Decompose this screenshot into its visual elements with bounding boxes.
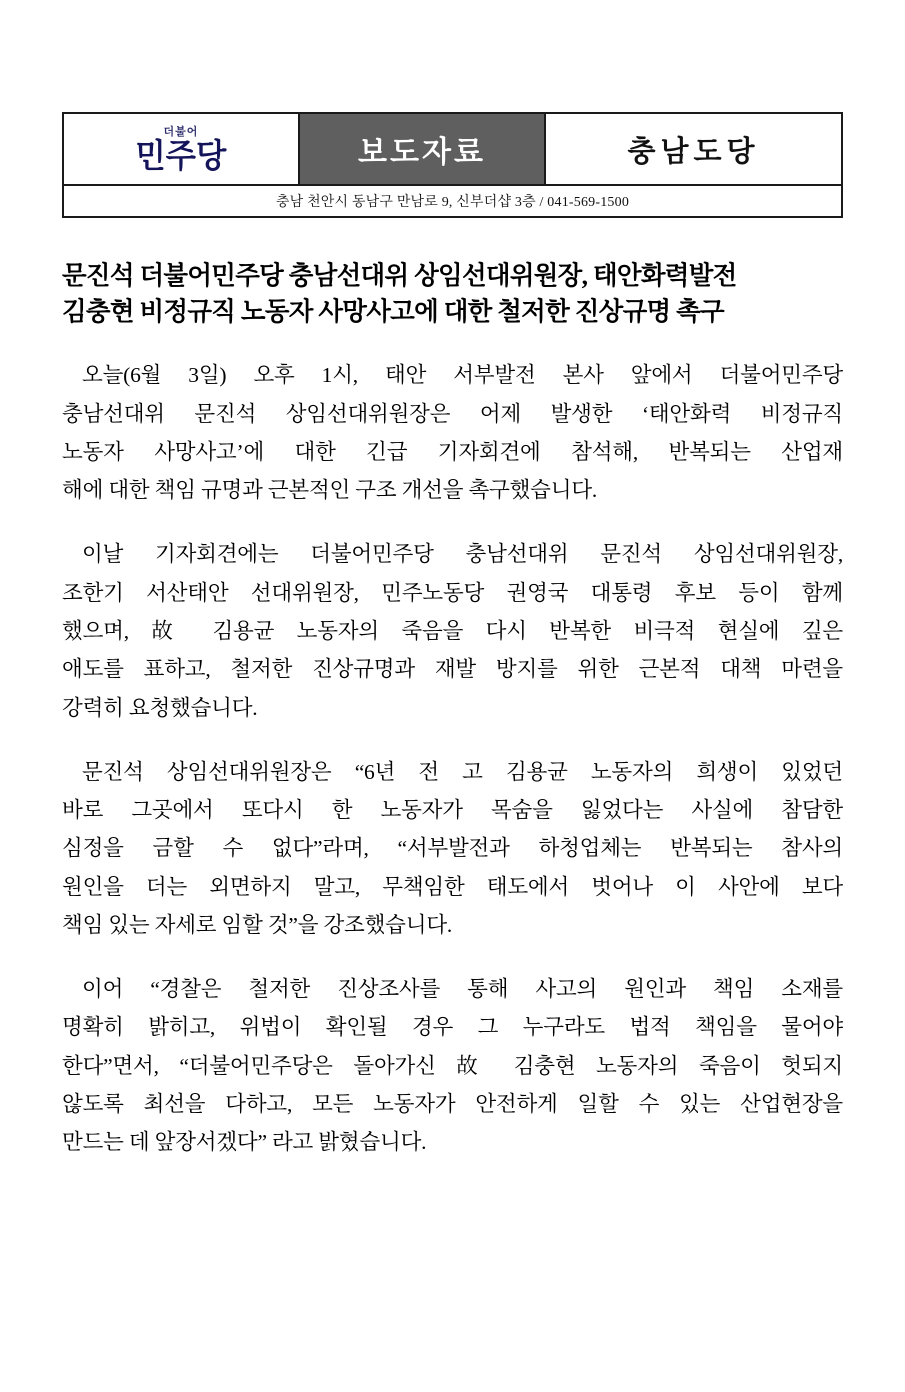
- paragraph-2: [62, 535, 843, 726]
- party-logo-subtext: 더불어: [163, 125, 199, 138]
- letterhead: [62, 112, 843, 218]
- body-copy: [62, 356, 843, 1161]
- party-logo-maintext: 민주당: [135, 136, 227, 174]
- document-type-banner: [300, 114, 546, 184]
- paragraph-4-line-3: 한다”면서, “더불어민주당은 돌아가신 故 김충현 노동자의 죽음이 헛되지: [62, 1053, 843, 1078]
- paragraph-4-line-5: 만드는 데 앞장서겠다” 라고 밝혔습니다.: [62, 1130, 427, 1155]
- paragraph-2-line-4: 애도를 표하고, 철저한 진상규명과 재발 방지를 위한 근본적 대책 마련을: [62, 657, 843, 682]
- page-title: [62, 258, 843, 330]
- paragraph-2-line-1: 이날 기자회견에는 더불어민주당 충남선대위 문진석 상임선대위원장,: [82, 542, 843, 567]
- paragraph-3-line-1: 문진석 상임선대위원장은 “6년 전 고 김용균 노동자의 희생이 있었던: [82, 759, 843, 784]
- document-type-label: 보도자료: [358, 136, 486, 169]
- letterhead-top-row: [64, 114, 841, 186]
- paragraph-3-line-4: 원인을 더는 외면하지 말고, 무책임한 태도에서 벗어나 이 사안에 보다: [62, 874, 843, 899]
- branch-label: 충남도당: [627, 135, 760, 168]
- paragraph-1-line-1: 오늘(6월 3일) 오후 1시, 태안 서부발전 본사 앞에서 더불어민주당: [82, 363, 843, 388]
- paragraph-1-line-4: 해에 대한 책임 규명과 근본적인 구조 개선을 촉구했습니다.: [62, 478, 598, 503]
- letterhead-address-row: [64, 186, 841, 216]
- paragraph-1-line-3: 노동자 사망사고’에 대한 긴급 기자회견에 참석해, 반복되는 산업재: [62, 439, 843, 464]
- party-logo: [64, 114, 300, 184]
- branch-banner: [546, 114, 841, 184]
- press-release-page: [0, 112, 905, 1392]
- page-title-line-1: 문진석 더불어민주당 충남선대위 상임선대위원장, 태안화력발전: [62, 261, 737, 290]
- paragraph-2-line-3: 했으며, 故 김용균 노동자의 죽음을 다시 반복한 비극적 현실에 깊은: [62, 619, 843, 643]
- paragraph-4-line-4: 않도록 최선을 다하고, 모든 노동자가 안전하게 일할 수 있는 산업현장을: [62, 1091, 843, 1116]
- paragraph-3: [62, 753, 843, 944]
- paragraph-3-line-5: 책임 있는 자세로 임할 것”을 강조했습니다.: [62, 912, 453, 937]
- page-title-line-2: 김충현 비정규직 노동자 사망사고에 대한 철저한 진상규명 촉구: [62, 297, 724, 327]
- paragraph-1: [62, 356, 843, 509]
- paragraph-4-line-2: 명확히 밝히고, 위법이 확인될 경우 그 누구라도 법적 책임을 물어야: [62, 1015, 843, 1040]
- paragraph-4: [62, 970, 843, 1161]
- address-text: 충남 천안시 동남구 만남로 9, 신부더샵 3층 / 041-569-1500: [275, 195, 630, 210]
- paragraph-2-line-5: 강력히 요청했습니다.: [62, 695, 258, 720]
- paragraph-2-line-2: 조한기 서산태안 선대위원장, 민주노동당 권영국 대통령 후보 등이 함께: [62, 580, 843, 605]
- paragraph-3-line-2: 바로 그곳에서 또다시 한 노동자가 목숨을 잃었다는 사실에 참담한: [62, 798, 843, 823]
- paragraph-4-line-1: 이어 “경찰은 철저한 진상조사를 통해 사고의 원인과 책임 소재를: [82, 977, 843, 1002]
- paragraph-1-line-2: 충남선대위 문진석 상임선대위원장은 어제 발생한 ‘태안화력 비정규직: [62, 401, 843, 426]
- paragraph-3-line-3: 심정을 금할 수 없다”라며, “서부발전과 하청업체는 반복되는 참사의: [62, 836, 843, 861]
